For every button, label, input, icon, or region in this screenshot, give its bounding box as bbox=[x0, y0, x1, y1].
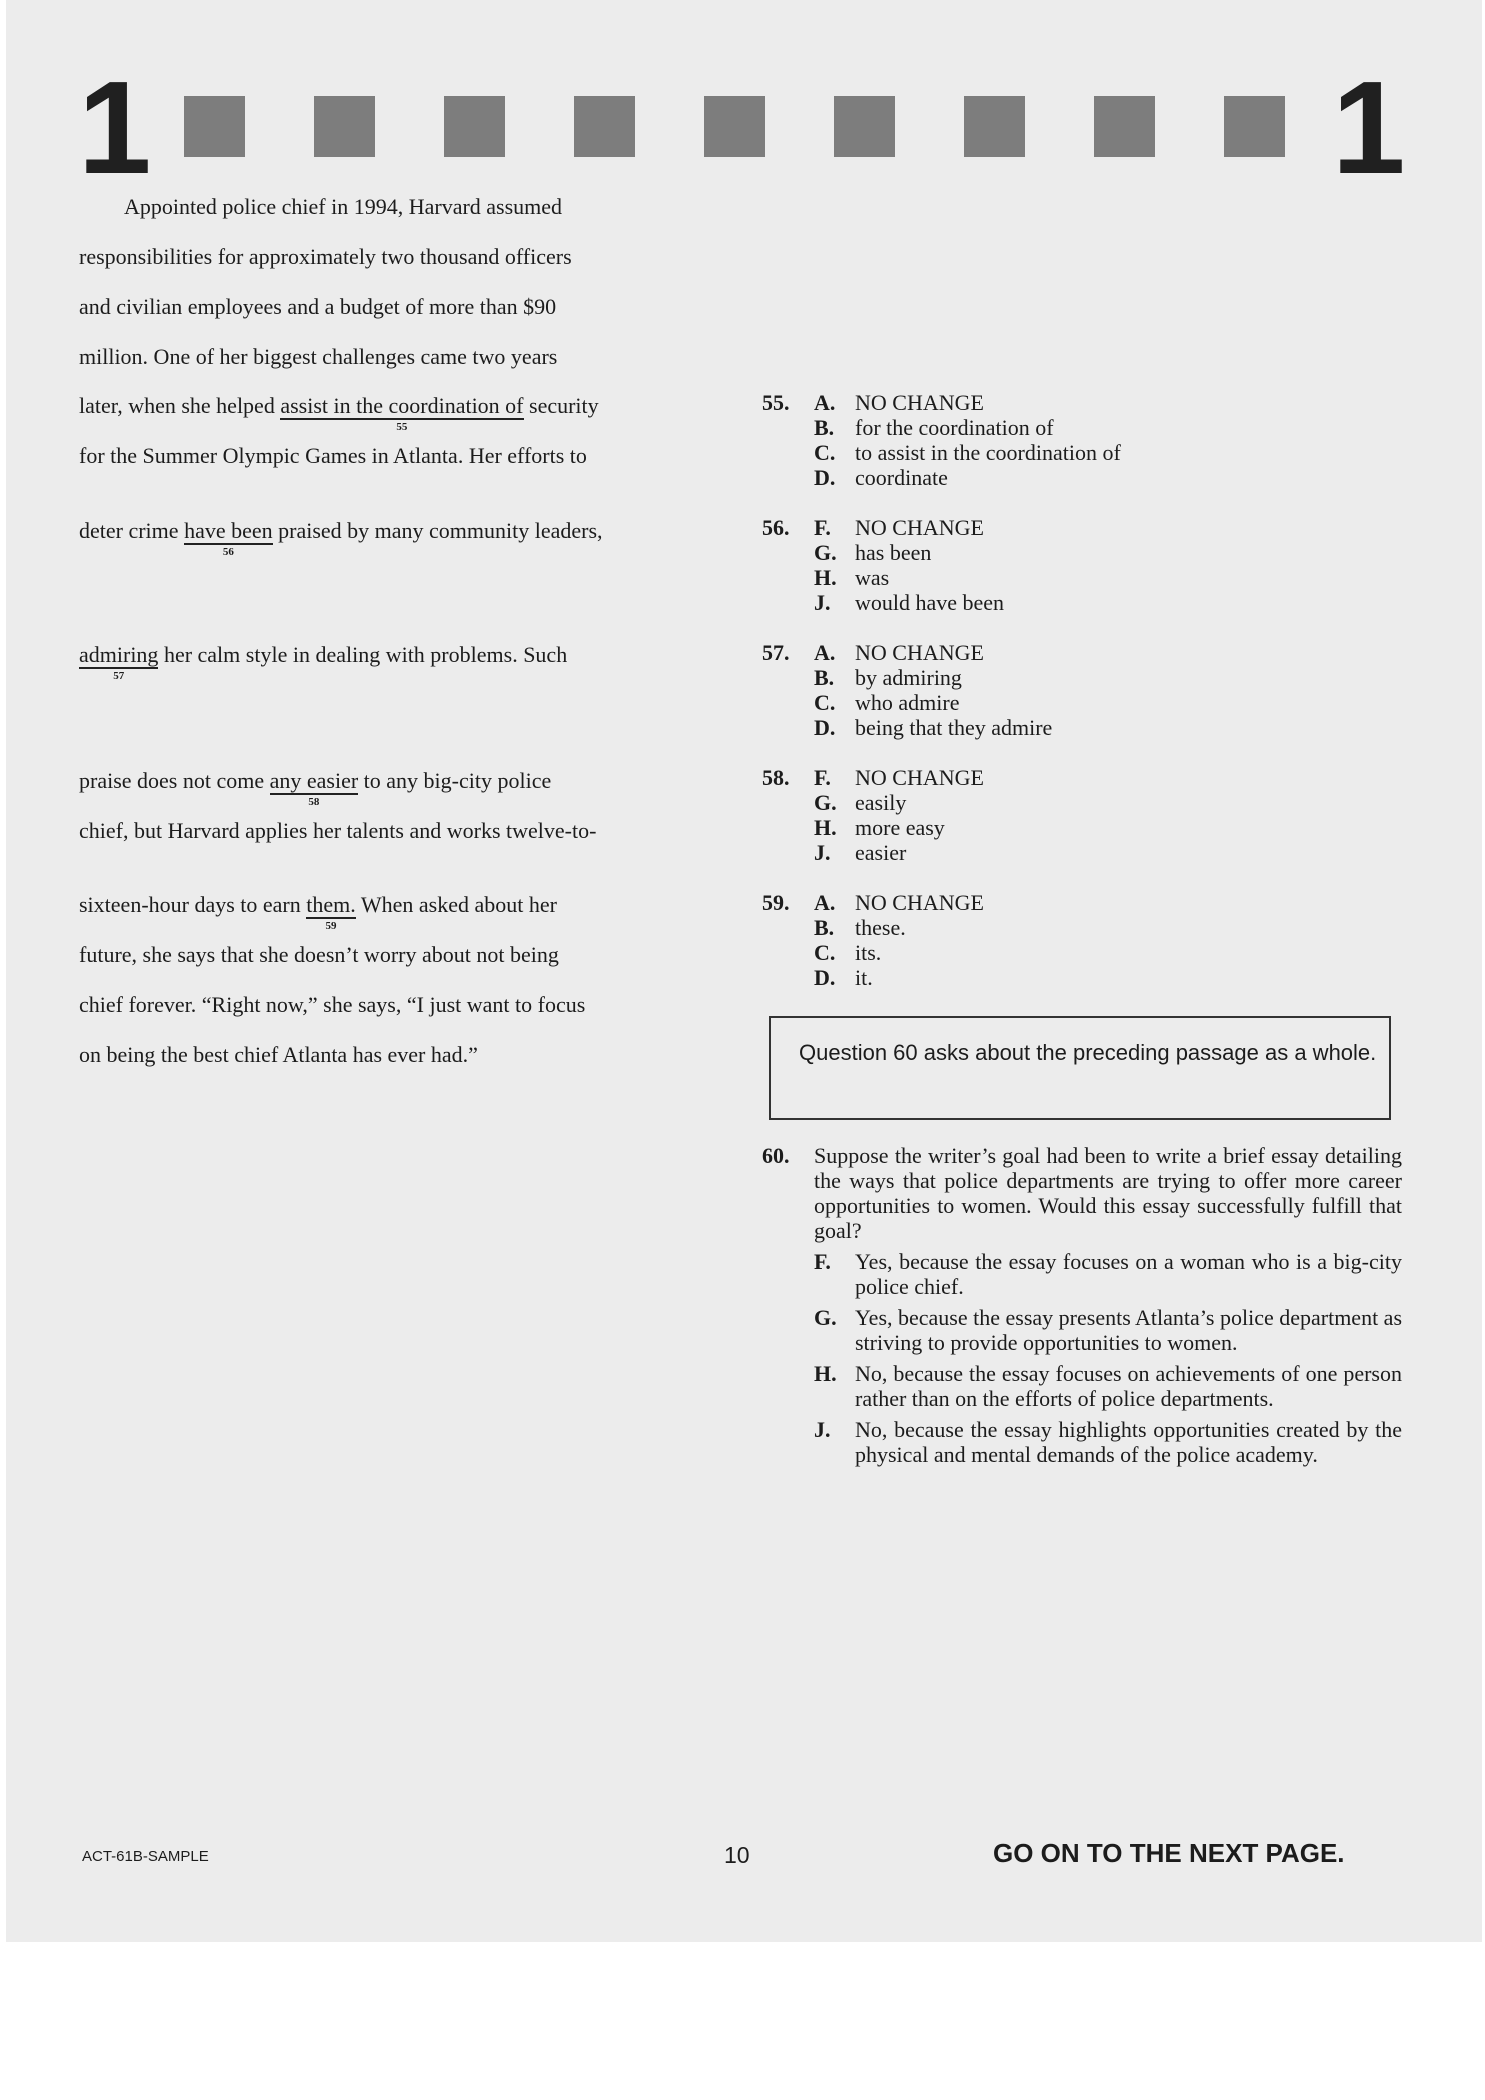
underlined-text: any easier bbox=[269, 768, 359, 793]
question-number: 59. bbox=[762, 890, 790, 915]
choice-text: No, because the essay highlights opportunities created by the physical and mental demands of the police academy. bbox=[855, 1417, 1402, 1467]
choice-letter: A. bbox=[814, 890, 836, 915]
passage-line bbox=[79, 992, 585, 1018]
passage-text: praise does not come bbox=[79, 768, 270, 793]
question-number: 55. bbox=[762, 390, 790, 415]
go-on-notice: GO ON TO THE NEXT PAGE. bbox=[993, 1838, 1345, 1868]
underlined-text: assist in the coordination of bbox=[280, 393, 524, 418]
answer-choice[interactable] bbox=[762, 1361, 1402, 1411]
passage-text: to any big-city police bbox=[358, 768, 552, 793]
section-number-right: 1 bbox=[1332, 54, 1406, 201]
passage-line bbox=[79, 892, 557, 932]
header-square bbox=[314, 96, 375, 157]
choice-letter: C. bbox=[814, 440, 836, 465]
answer-choice[interactable] bbox=[762, 1305, 1402, 1355]
header-square bbox=[184, 96, 245, 157]
passage-text: Appointed police chief in 1994, Harvard assumed bbox=[124, 194, 563, 219]
question-number: 60. bbox=[762, 1143, 790, 1168]
header-square bbox=[444, 96, 505, 157]
passage-text: deter crime bbox=[79, 518, 185, 543]
choice-text: for the coordination of bbox=[855, 415, 1054, 440]
header-square bbox=[1224, 96, 1285, 157]
choice-letter: H. bbox=[814, 1361, 837, 1386]
passage-line bbox=[124, 194, 562, 220]
passage-line bbox=[79, 818, 596, 844]
choice-letter: A. bbox=[814, 390, 836, 415]
underlined-text: have been bbox=[184, 518, 273, 543]
choice-text: Yes, because the essay presents Atlanta’s police department as striving to provide opportunities to women. bbox=[855, 1305, 1403, 1355]
passage-text: her calm style in dealing with problems. Such bbox=[158, 642, 568, 667]
choice-letter: F. bbox=[814, 765, 831, 790]
choice-letter: D. bbox=[814, 715, 836, 740]
choice-text: was bbox=[855, 565, 890, 590]
form-code: ACT-61B-SAMPLE bbox=[82, 1848, 209, 1865]
choice-letter: G. bbox=[814, 790, 837, 815]
choice-text: NO CHANGE bbox=[855, 390, 984, 415]
passage-line bbox=[79, 344, 557, 370]
underlined-text: admiring bbox=[79, 642, 159, 667]
choice-text: would have been bbox=[855, 590, 1005, 615]
answer-choice[interactable] bbox=[762, 1417, 1402, 1467]
choice-letter: C. bbox=[814, 690, 836, 715]
test-page bbox=[6, 0, 1482, 1942]
underlined-portion bbox=[79, 642, 159, 682]
choice-text: its. bbox=[855, 940, 882, 965]
passage-text: chief forever. “Right now,” she says, “I just want to focus bbox=[79, 992, 586, 1017]
choice-letter: H. bbox=[814, 565, 837, 590]
choice-letter: H. bbox=[814, 815, 837, 840]
passage-line bbox=[79, 393, 599, 433]
passage-text: chief, but Harvard applies her talents and works twelve-to- bbox=[79, 818, 597, 843]
answer-choice[interactable] bbox=[762, 1249, 1402, 1299]
header-square bbox=[1094, 96, 1155, 157]
header-square bbox=[964, 96, 1025, 157]
passage-line bbox=[79, 642, 568, 682]
choice-text: to assist in the coordination of bbox=[855, 440, 1121, 465]
choice-letter: B. bbox=[814, 915, 835, 940]
passage-text: When asked about her bbox=[355, 892, 557, 917]
question-reference-number: 59 bbox=[325, 920, 337, 932]
section-number-left: 1 bbox=[78, 54, 152, 201]
passage-text: later, when she helped bbox=[79, 393, 281, 418]
passage-text: responsibilities for approximately two thousand officers bbox=[79, 244, 572, 269]
choice-letter: G. bbox=[814, 540, 837, 565]
choice-text: being that they admire bbox=[855, 715, 1053, 740]
underlined-portion bbox=[269, 768, 359, 808]
passage-line bbox=[79, 294, 556, 320]
question-reference-number: 58 bbox=[308, 796, 320, 808]
question-number: 58. bbox=[762, 765, 790, 790]
question-reference-number: 57 bbox=[113, 670, 125, 682]
choice-text: these. bbox=[855, 915, 906, 940]
choice-letter: J. bbox=[814, 840, 831, 865]
choice-letter: B. bbox=[814, 415, 835, 440]
passage-text: sixteen-hour days to earn bbox=[79, 892, 307, 917]
question-stem: Suppose the writer’s goal had been to write a brief essay detailing the ways that police departments are trying to offer more career opportunities to women. Would this essay successfully fulfill that goal? bbox=[814, 1143, 1402, 1243]
passage-text: and civilian employees and a budget of more than $90 bbox=[79, 294, 557, 319]
passage-note-box bbox=[769, 1016, 1391, 1120]
choice-text: NO CHANGE bbox=[855, 890, 984, 915]
underlined-text: them. bbox=[306, 892, 356, 917]
choice-text: more easy bbox=[855, 815, 945, 840]
passage-text: million. One of her biggest challenges came two years bbox=[79, 344, 558, 369]
choice-text: easily bbox=[855, 790, 907, 815]
passage-line bbox=[79, 518, 603, 558]
passage-line bbox=[79, 443, 587, 469]
choice-text: coordinate bbox=[855, 465, 948, 490]
question-number: 57. bbox=[762, 640, 790, 665]
underlined-portion bbox=[184, 518, 273, 558]
choice-letter: G. bbox=[814, 1305, 837, 1330]
choice-text: No, because the essay focuses on achievements of one person rather than on the efforts of police departments. bbox=[855, 1361, 1402, 1411]
header-square bbox=[834, 96, 895, 157]
choice-text: Yes, because the essay focuses on a woman who is a big-city police chief. bbox=[855, 1249, 1402, 1299]
passage-line bbox=[79, 768, 552, 808]
passage-line bbox=[79, 942, 559, 968]
choice-letter: F. bbox=[814, 1249, 831, 1274]
choice-letter: D. bbox=[814, 965, 836, 990]
choice-letter: C. bbox=[814, 940, 836, 965]
choice-text: it. bbox=[855, 965, 873, 990]
question-60 bbox=[762, 1143, 1402, 1467]
choice-text: NO CHANGE bbox=[855, 640, 984, 665]
choice-text: who admire bbox=[855, 690, 960, 715]
question-reference-number: 55 bbox=[396, 421, 408, 433]
choice-text: has been bbox=[855, 540, 932, 565]
note-text: Question 60 asks about the preceding passage as a whole. bbox=[799, 1040, 1377, 1065]
choice-letter: D. bbox=[814, 465, 836, 490]
header-square bbox=[704, 96, 765, 157]
question-number: 56. bbox=[762, 515, 790, 540]
page-number: 10 bbox=[724, 1842, 750, 1868]
passage-line bbox=[79, 244, 572, 270]
passage-line bbox=[79, 1042, 478, 1068]
passage-text: praised by many community leaders, bbox=[272, 518, 603, 543]
passage-text: future, she says that she doesn’t worry about not being bbox=[79, 942, 559, 967]
choice-text: NO CHANGE bbox=[855, 765, 984, 790]
underlined-portion bbox=[306, 892, 356, 932]
passage-text: security bbox=[523, 393, 599, 418]
choice-letter: F. bbox=[814, 515, 831, 540]
choice-text: by admiring bbox=[855, 665, 962, 690]
choice-letter: A. bbox=[814, 640, 836, 665]
question-reference-number: 56 bbox=[222, 546, 234, 558]
choice-text: easier bbox=[855, 840, 907, 865]
choice-letter: J. bbox=[814, 590, 831, 615]
passage-text: for the Summer Olympic Games in Atlanta. Her efforts to bbox=[79, 443, 587, 468]
passage-text: on being the best chief Atlanta has ever had.” bbox=[79, 1042, 478, 1067]
header-square bbox=[574, 96, 635, 157]
choice-letter: B. bbox=[814, 665, 835, 690]
choice-letter: J. bbox=[814, 1417, 831, 1442]
choice-text: NO CHANGE bbox=[855, 515, 984, 540]
underlined-portion bbox=[280, 393, 524, 433]
